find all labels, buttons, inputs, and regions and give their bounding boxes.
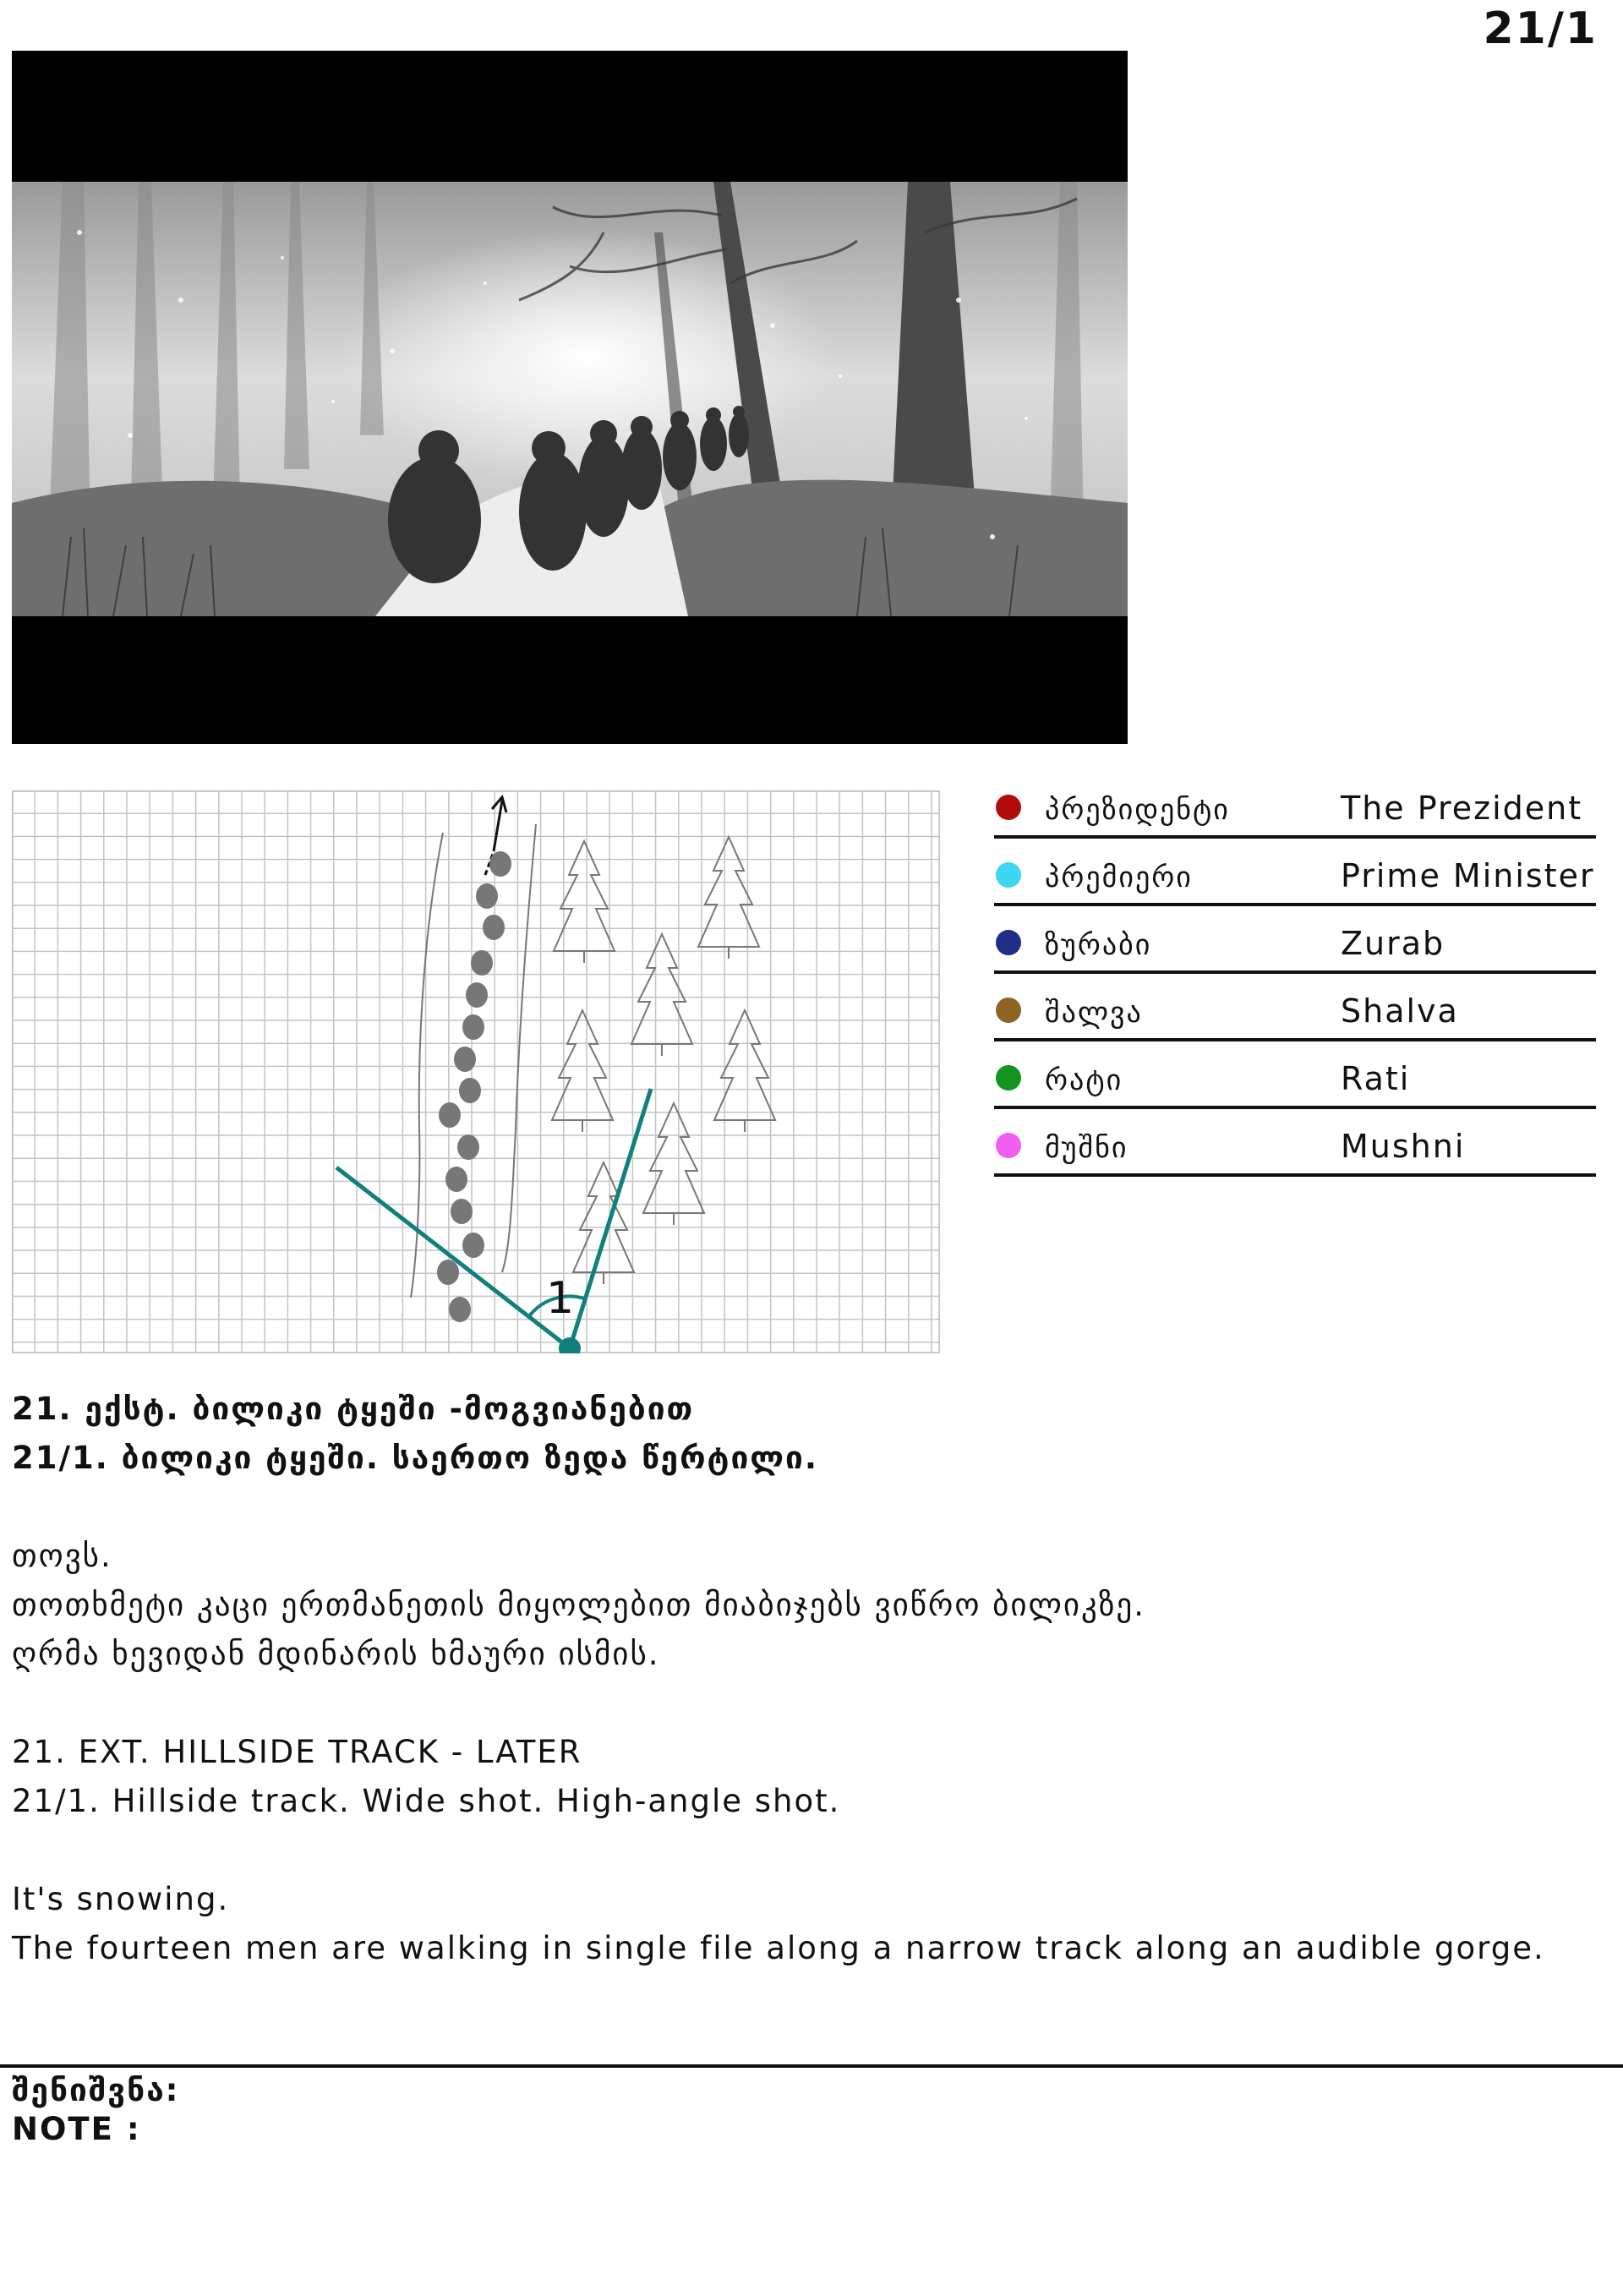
legend-row [994, 1057, 1596, 1124]
legend-underline [994, 1038, 1596, 1041]
legend-name-ka: პრემიერი [1045, 861, 1193, 894]
note-label-en: NOTE : [12, 2111, 141, 2147]
camera-marker [336, 1089, 651, 1353]
camera-frustum-left [336, 1167, 570, 1348]
legend-underline [994, 903, 1596, 906]
note-label-ka: შენიშვნა: [12, 2072, 180, 2108]
legend-name-en: Rati [1341, 1060, 1411, 1097]
storyboard-sketch [12, 182, 1128, 616]
legend-name-ka: მუშნი [1045, 1131, 1128, 1165]
legend-name-ka: ზურაბი [1045, 928, 1152, 962]
legend-color-dot [996, 1065, 1021, 1091]
tree-icon [573, 1162, 634, 1284]
tree-icon [643, 1103, 704, 1225]
legend-underline [994, 1106, 1596, 1109]
legend-row [994, 1124, 1596, 1192]
tree-icon [698, 837, 759, 959]
legend-name-ka: რატი [1045, 1063, 1123, 1097]
character-figure [445, 1167, 467, 1192]
character-figure [476, 883, 498, 909]
character-figure [451, 1199, 473, 1224]
grid [12, 790, 940, 1353]
ka-action-2: თოთხმეტი კაცი ერთმანეთის მიყოლებით მიაბიჯებს ვიწრო ბილიკზე. [12, 1587, 1145, 1623]
ka-action-3: ღრმა ხევიდან მდინარის ხმაური ისმის. [12, 1636, 660, 1672]
en-action-1: It's snowing. [12, 1881, 230, 1917]
character-legend [994, 786, 1596, 1192]
legend-underline [994, 1173, 1596, 1177]
character-figure [437, 1260, 459, 1285]
legend-color-dot [996, 1133, 1021, 1158]
character-figure [462, 1014, 484, 1040]
trees [552, 837, 775, 1284]
character-figure [489, 851, 511, 877]
legend-name-en: Prime Minister [1341, 857, 1595, 894]
page-number: 21/1 [1483, 3, 1598, 54]
legend-color-dot [996, 998, 1021, 1023]
character-figure [483, 915, 505, 940]
character-figure [471, 950, 493, 976]
floor-plan-diagram [12, 790, 940, 1353]
legend-row [994, 921, 1596, 989]
storyboard-frame [12, 51, 1128, 744]
legend-color-dot [996, 930, 1021, 955]
legend-name-en: Mushni [1341, 1128, 1466, 1165]
legend-row [994, 786, 1596, 854]
character-figure [449, 1297, 471, 1322]
legend-color-dot [996, 795, 1021, 820]
legend-underline [994, 970, 1596, 974]
en-action-2: The fourteen men are walking in single file along a narrow track along an audible gorge. [12, 1930, 1545, 1966]
legend-name-en: The Prezident [1341, 790, 1583, 827]
tree-icon [631, 934, 692, 1056]
tree-icon [714, 1010, 775, 1132]
legend-row [994, 989, 1596, 1057]
ka-shot-heading: 21/1. ბილიკი ტყეში. საერთო ზედა წერტილი. [12, 1440, 818, 1476]
legend-row [994, 854, 1596, 921]
character-figure [462, 1233, 484, 1258]
legend-name-ka: პრეზიდენტი [1045, 793, 1230, 827]
character-figure [439, 1102, 461, 1128]
legend-underline [994, 835, 1596, 839]
legend-name-en: Shalva [1341, 992, 1459, 1030]
legend-color-dot [996, 862, 1021, 888]
tree-icon [552, 1010, 613, 1132]
character-figure [466, 982, 488, 1008]
camera-label: 1 [546, 1273, 575, 1324]
ka-action-1: თოვს. [12, 1538, 112, 1574]
en-shot-heading: 21/1. Hillside track. Wide shot. High-angle shot. [12, 1783, 841, 1819]
character-figure [454, 1047, 476, 1072]
legend-name-en: Zurab [1341, 925, 1445, 962]
character-figure [459, 1078, 481, 1103]
legend-name-ka: შალვა [1045, 996, 1143, 1030]
character-figure [457, 1134, 479, 1160]
en-scene-heading: 21. EXT. HILLSIDE TRACK - LATER [12, 1734, 582, 1770]
ka-scene-heading: 21. ექსტ. ბილიკი ტყეში -მოგვიანებით [12, 1391, 695, 1427]
